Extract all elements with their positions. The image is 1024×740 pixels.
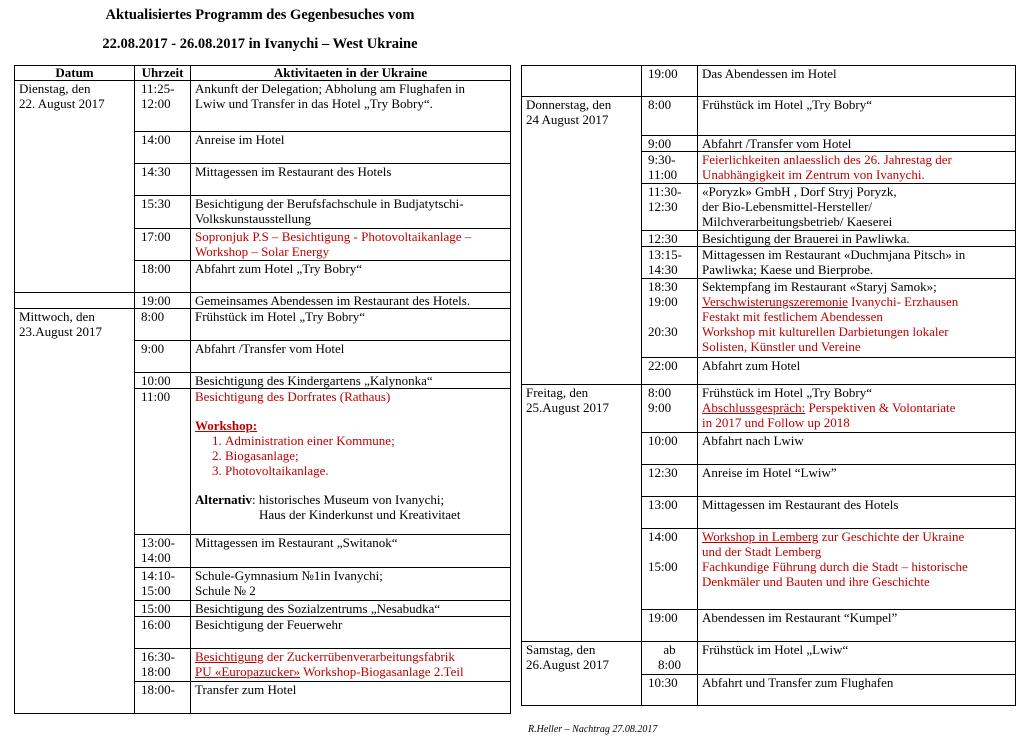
activity-cell: Besichtigung des Sozialzentrums „Nesabudka“ xyxy=(191,601,511,617)
document-title: Aktualisiertes Programm des Gegenbesuches vom xyxy=(105,7,415,23)
activity-cell: Mittagessen im Restaurant „Switanok“ xyxy=(191,535,511,568)
time-cell: 12:30 xyxy=(642,231,698,247)
header-activity: Aktivitaeten in der Ukraine xyxy=(191,66,511,81)
time-cell: 14:00 xyxy=(135,132,191,164)
table-row xyxy=(522,97,1016,136)
activity-cell: Abfahrt /Transfer vom Hotel xyxy=(191,341,511,373)
header-date: Datum xyxy=(15,66,135,81)
time-cell: 19:00 xyxy=(642,66,698,97)
activity-cell: Frühstück im Hotel „Try Bobry“ xyxy=(698,97,1016,136)
schedule-table-left xyxy=(14,65,511,714)
activity-cell: Anreise im Hotel xyxy=(191,132,511,164)
table-row xyxy=(15,81,511,132)
activity-cell: Ankunft der Delegation; Abholung am Flughafen in Lwiw und Transfer in das Hotel „Try Bobry“. xyxy=(191,81,511,132)
activity-cell xyxy=(191,389,511,535)
activity-cell: Abfahrt und Transfer zum Flughafen xyxy=(698,675,1016,706)
time-cell: 8:00 xyxy=(135,309,191,341)
activity-cell: Frühstück im Hotel „Lwiw“ xyxy=(698,642,1016,675)
date-cell-empty xyxy=(522,66,642,97)
time-cell: 13:15- 14:30 xyxy=(642,247,698,279)
table-row xyxy=(522,66,1016,97)
time-cell: 18:00 xyxy=(135,261,191,293)
time-cell: 11:25- 12:00 xyxy=(135,81,191,132)
date-cell-day1: Dienstag, den 22. August 2017 xyxy=(15,81,135,293)
time-cell: 11:30- 12:30 xyxy=(642,184,698,231)
time-cell: 19:00 xyxy=(642,610,698,642)
time-cell: 15:30 xyxy=(135,196,191,229)
activity-text: Besichtigung des Dorfrates (Rathaus) xyxy=(195,389,391,404)
time-cell: 13:00- 14:00 xyxy=(135,535,191,568)
activity-cell: Feierlichkeiten anlaesslich des 26. Jahrestag der Unabhängigkeit im Zentrum von Ivanychi. xyxy=(698,152,1016,184)
time-cell: 16:00 xyxy=(135,617,191,649)
activity-cell: Anreise im Hotel “Lwiw” xyxy=(698,465,1016,497)
time-cell: 18:30 19:00 20:30 xyxy=(642,279,698,358)
time-cell: 19:00 xyxy=(135,293,191,309)
workshop-list xyxy=(195,433,506,478)
activity-cell: Mittagessen im Restaurant «Duchmjana Pitsch» in Pawliwka; Kaese und Bierprobe. xyxy=(698,247,1016,279)
activity-cell: Abendessen im Restaurant “Kumpel” xyxy=(698,610,1016,642)
activity-cell: Abfahrt zum Hotel „Try Bobry“ xyxy=(191,261,511,293)
activity-cell: Das Abendessen im Hotel xyxy=(698,66,1016,97)
activity-cell: «Poryzk» GmbH , Dorf Stryj Poryzk, der Bio-Lebensmittel-Hersteller/ Milchverarbeitungsbetrieb/ Kaeserei xyxy=(698,184,1016,231)
time-cell: 10:00 xyxy=(135,373,191,389)
table-row xyxy=(522,642,1016,675)
time-cell: 9:00 xyxy=(642,136,698,152)
time-cell: 10:30 xyxy=(642,675,698,706)
time-cell: 13:00 xyxy=(642,497,698,529)
list-item: 3. Photovoltaikanlage. xyxy=(225,463,506,478)
table-row xyxy=(522,385,1016,433)
table-row xyxy=(15,293,511,309)
activity-cell: Workshop in Lemberg zur Geschichte der Ukraine und der Stadt Lemberg Fachkundige Führung durch die Stadt – historische Denkmäler und Bauten und ihre Geschichte xyxy=(698,529,1016,610)
time-cell: 22:00 xyxy=(642,358,698,385)
activity-cell: Mittagessen im Restaurant des Hotels xyxy=(191,164,511,196)
activity-cell: Besichtigung der Zuckerrübenverarbeitungsfabrik PU «Europazucker» Workshop-Biogasanlage 2.Teil xyxy=(191,649,511,682)
date-cell-day3: Donnerstag, den 24 August 2017 xyxy=(522,97,642,385)
activity-cell: Frühstück im Hotel „Try Bobry“ Abschlussgespräch: Perspektiven & Volontariate in 2017 und Follow up 2018 xyxy=(698,385,1016,433)
time-cell: 15:00 xyxy=(135,601,191,617)
activity-cell: Abfahrt /Transfer vom Hotel xyxy=(698,136,1016,152)
alternative-text-line2: Haus der Kinderkunst und Kreativitaet xyxy=(259,507,461,522)
time-cell: 8:00 xyxy=(642,97,698,136)
date-cell-day5: Samstag, den 26.August 2017 xyxy=(522,642,642,706)
activity-cell: Frühstück im Hotel „Try Bobry“ xyxy=(191,309,511,341)
list-item: 1. Administration einer Kommune; xyxy=(225,433,506,448)
time-cell: 9:30- 11:00 xyxy=(642,152,698,184)
date-cell-day4: Freitag, den 25.August 2017 xyxy=(522,385,642,642)
activity-cell: Transfer zum Hotel xyxy=(191,682,511,714)
document-subtitle: 22.08.2017 - 26.08.2017 in Ivanychi – West Ukraine xyxy=(102,36,418,52)
activity-cell: Sopronjuk P.S – Besichtigung - Photovoltaikanlage – Workshop – Solar Energy xyxy=(191,229,511,261)
time-cell: 16:30- 18:00 xyxy=(135,649,191,682)
time-cell: 11:00 xyxy=(135,389,191,535)
alternative-text: Alternativ: historisches Museum von Ivanychi; xyxy=(195,492,445,507)
activity-cell: Besichtigung der Berufsfachschule in Budjatytschi- Volkskunstausstellung xyxy=(191,196,511,229)
activity-cell: Abfahrt nach Lwiw xyxy=(698,433,1016,465)
footer-note: R.Heller – Nachtrag 27.08.2017 xyxy=(528,724,658,735)
date-cell-empty xyxy=(15,293,135,309)
activity-cell: Besichtigung der Feuerwehr xyxy=(191,617,511,649)
table-row xyxy=(15,309,511,341)
header-time: Uhrzeit xyxy=(135,66,191,81)
workshop-label: Workshop: xyxy=(195,418,258,433)
activity-cell: Abfahrt zum Hotel xyxy=(698,358,1016,385)
time-cell: 14:10- 15:00 xyxy=(135,568,191,601)
activity-cell: Gemeinsames Abendessen im Restaurant des Hotels. xyxy=(191,293,511,309)
time-cell: 12:30 xyxy=(642,465,698,497)
time-cell: 14:30 xyxy=(135,164,191,196)
date-cell-day2: Mittwoch, den 23.August 2017 xyxy=(15,309,135,714)
activity-cell: Besichtigung des Kindergartens „Kalynonka“ xyxy=(191,373,511,389)
list-item: 2. Biogasanlage; xyxy=(225,448,506,463)
activity-cell: Sektempfang im Restaurant «Staryj Samok»; Verschwisterungszeremonie Ivanychi- Erzhausen Festakt mit festlichem Abendessen Workshop mit kulturellen Darbietungen lokaler Solisten, Künstler und Vereine xyxy=(698,279,1016,358)
time-cell: 17:00 xyxy=(135,229,191,261)
activity-cell: Mittagessen im Restaurant des Hotels xyxy=(698,497,1016,529)
time-cell: 8:00 9:00 xyxy=(642,385,698,433)
time-cell: 14:00 15:00 xyxy=(642,529,698,610)
activity-cell: Schule-Gymnasium №1in Ivanychi; Schule № 2 xyxy=(191,568,511,601)
time-cell: 9:00 xyxy=(135,341,191,373)
time-cell: ab 8:00 xyxy=(642,642,698,675)
schedule-table-right xyxy=(521,65,1016,706)
activity-cell: Besichtigung der Brauerei in Pawliwka. xyxy=(698,231,1016,247)
time-cell: 10:00 xyxy=(642,433,698,465)
time-cell: 18:00- xyxy=(135,682,191,714)
